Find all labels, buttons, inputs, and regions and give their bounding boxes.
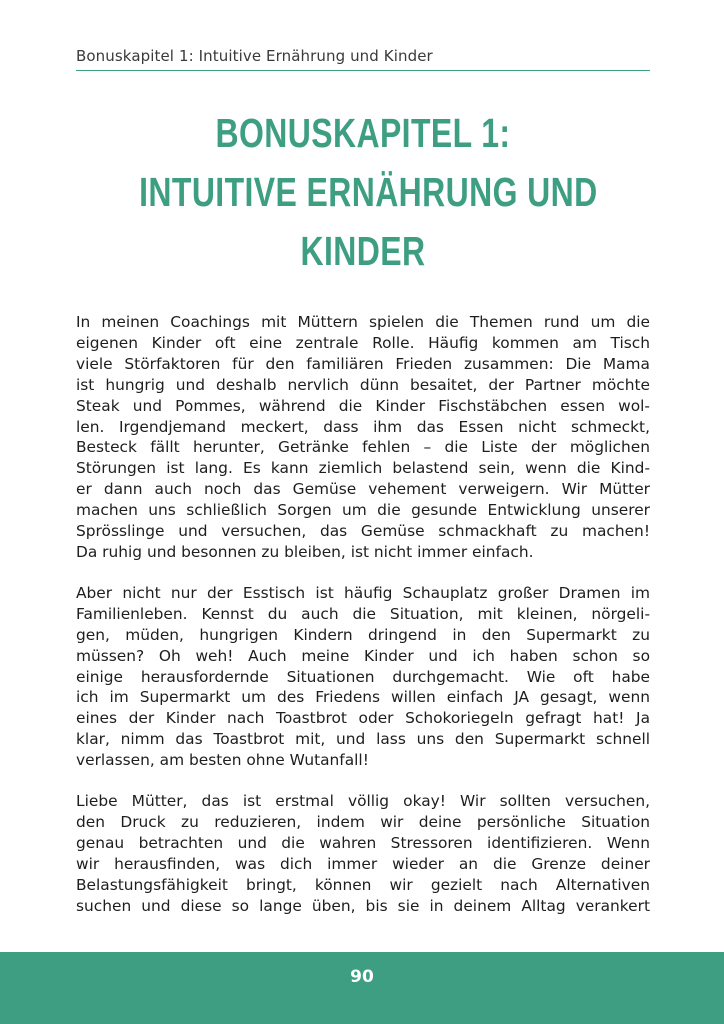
text-line: viele Störfaktoren für den familiären Frieden zusammen: Die Mama: [76, 354, 650, 373]
text-line: wir herausfinden, was dich immer wieder an die Grenze deiner: [76, 854, 650, 873]
text-line: Störungen ist lang. Es kann ziemlich belastend sein, wenn die Kind-: [76, 459, 650, 478]
text-line: len. Irgendjemand meckert, dass ihm das Essen nicht schmeckt,: [76, 417, 650, 436]
page-number: 90: [350, 967, 374, 987]
text-line: müssen? Oh weh! Auch meine Kinder und ich haben schon so: [76, 646, 650, 665]
text-line: Sprösslinge und versuchen, das Gemüse schmackhaft zu machen!: [76, 522, 650, 541]
text-line: Steak und Pommes, während die Kinder Fischstäbchen essen wol-: [76, 396, 650, 415]
text-line: verlassen, am besten ohne Wutanfall!: [76, 751, 369, 770]
body-text: [76, 312, 650, 936]
chapter-title-line: INTUITIVE ERNÄHRUNG UND: [139, 169, 598, 215]
text-line: er dann auch noch das Gemüse vehement verweigern. Wir Mütter: [76, 480, 650, 499]
text-line: ich im Supermarkt um des Friedens willen einfach JA gesagt, wenn: [76, 688, 650, 707]
text-line: klar, nimm das Toastbrot mit, und lass uns den Supermarkt schnell: [76, 730, 650, 749]
text-line: eigenen Kinder oft eine zentrale Rolle. Häufig kommen am Tisch: [76, 333, 650, 352]
text-line: ist hungrig und deshalb nervlich dünn besaitet, der Partner möchte: [76, 375, 650, 394]
paragraph: [76, 791, 650, 916]
chapter-title: [139, 104, 598, 281]
text-line: Aber nicht nur der Esstisch ist häufig Schauplatz großer Dramen im: [76, 583, 650, 602]
text-line: einige herausfordernde Situationen durchgemacht. Wie oft habe: [76, 667, 650, 686]
text-line: Familienleben. Kennst du auch die Situation, mit kleinen, nörgeli-: [76, 604, 650, 623]
text-line: Da ruhig und besonnen zu bleiben, ist nicht immer einfach.: [76, 542, 534, 561]
text-line: den Druck zu reduzieren, indem wir deine persönliche Situation: [76, 812, 650, 831]
paragraph: [76, 312, 650, 563]
text-line: genau betrachten und die wahren Stressoren identifizieren. Wenn: [76, 833, 650, 852]
text-line: gen, müden, hungrigen Kindern dringend in den Supermarkt zu: [76, 625, 650, 644]
text-line: machen uns schließlich Sorgen um die gesunde Entwicklung unserer: [76, 501, 650, 520]
text-line: eines der Kinder nach Toastbrot oder Schokoriegeln gefragt hat! Ja: [76, 709, 650, 728]
chapter-title-line: KINDER: [300, 228, 426, 274]
text-line: suchen und diese so lange üben, bis sie in deinem Alltag verankert: [76, 896, 650, 915]
paragraph: [76, 583, 650, 771]
chapter-title-line: BONUSKAPITEL 1:: [215, 110, 511, 156]
text-line: Liebe Mütter, das ist erstmal völlig okay! Wir sollten versuchen,: [76, 792, 650, 811]
text-line: In meinen Coachings mit Müttern spielen die Themen rund um die: [76, 313, 650, 331]
text-line: Besteck fällt herunter, Getränke fehlen – die Liste der möglichen: [76, 438, 650, 457]
footer-band: [0, 952, 724, 1024]
running-header: Bonuskapitel 1: Intuitive Ernährung und Kinder: [76, 47, 650, 71]
text-line: Belastungsfähigkeit bringt, können wir gezielt nach Alternativen: [76, 875, 650, 894]
